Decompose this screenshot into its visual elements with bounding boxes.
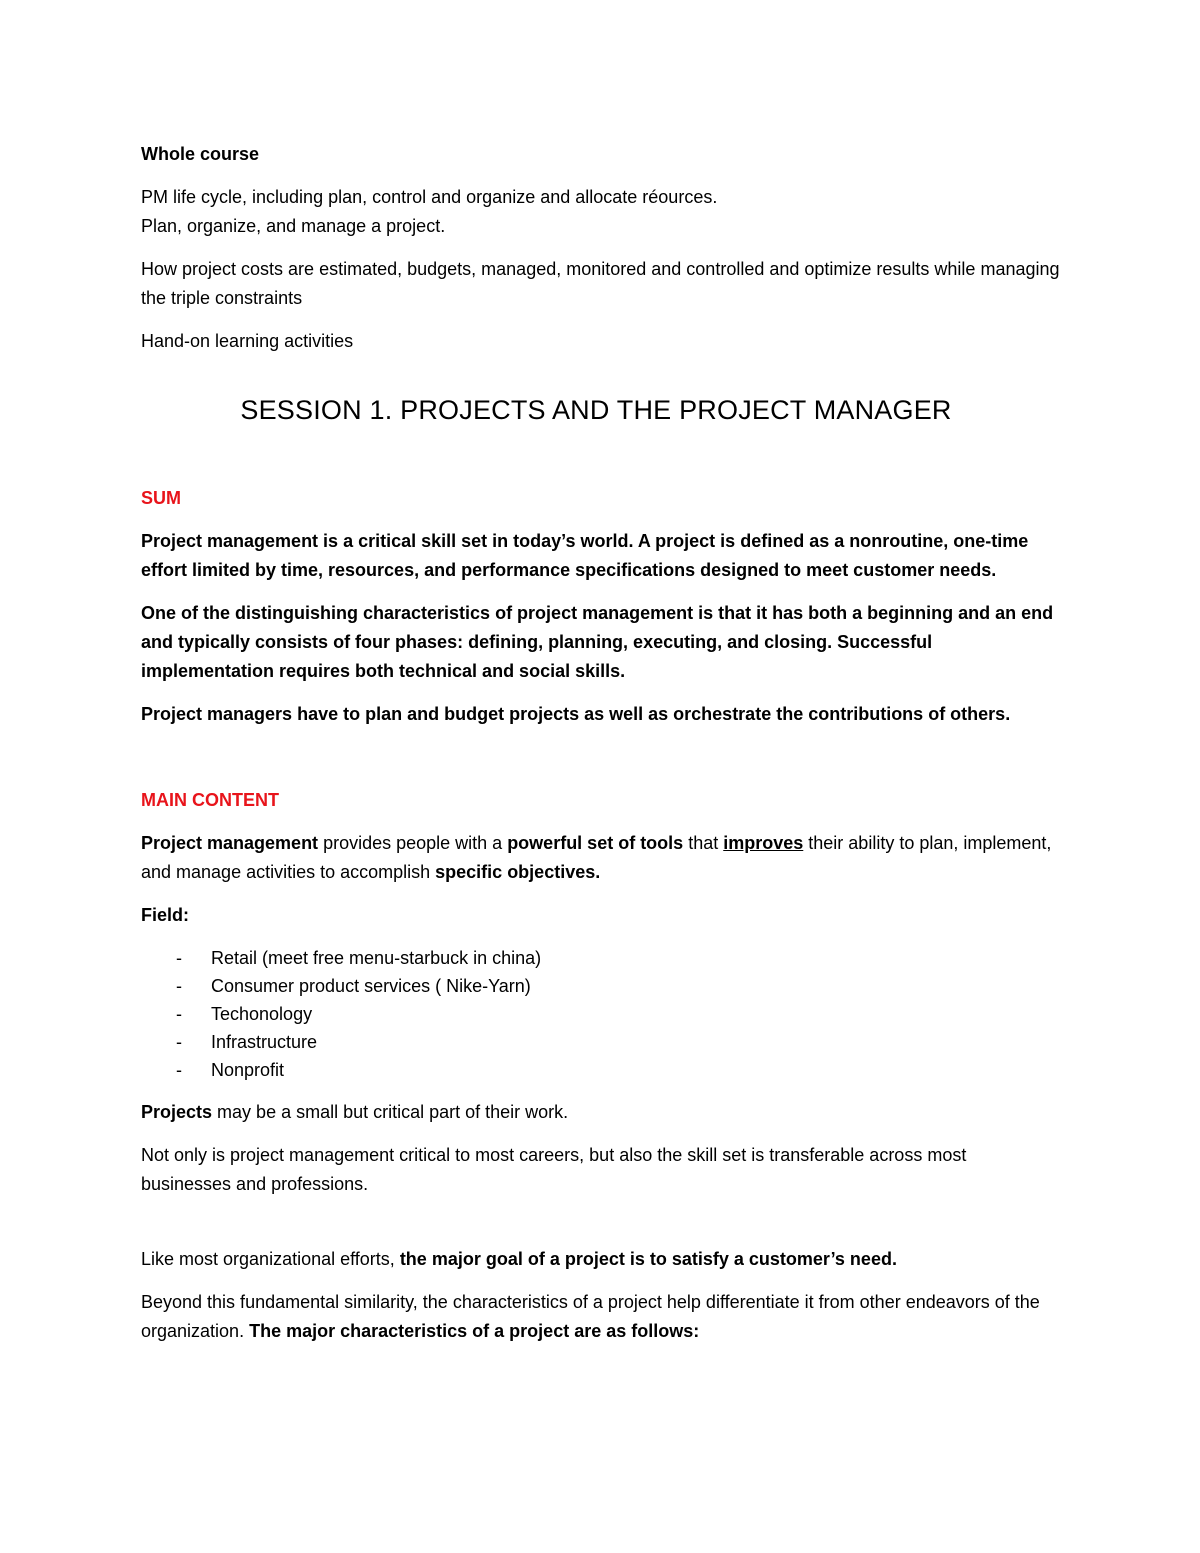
like-most-text: Like most organizational efforts, [141, 1249, 400, 1269]
projects-text: may be a small but critical part of their work. [212, 1102, 569, 1122]
bullet-dash: - [176, 1060, 182, 1080]
main-p1-improves: improves [723, 833, 804, 853]
beyond-text: Beyond this fundamental similarity, the characteristics of a project help differentiate it from other endeavors of the organization. [141, 1292, 1040, 1341]
main-p1-text-3: their ability to plan, implement, and manage activities to accomplish [141, 833, 1052, 882]
field-label: Field: [141, 905, 189, 925]
list-item-text: Techonology [211, 1004, 313, 1024]
list-item-text: Nonprofit [211, 1060, 285, 1080]
sum-heading: SUM [141, 488, 181, 508]
list-item-text: Infrastructure [211, 1032, 318, 1052]
main-p1-term: Project management [141, 833, 319, 853]
field-list [141, 944, 1061, 1084]
list-item [141, 1028, 1061, 1056]
list-item-text: Consumer product services ( Nike-Yarn) [211, 976, 531, 996]
main-p1-text-2: that [683, 833, 724, 853]
session-title: SESSION 1. PROJECTS AND THE PROJECT MANAGER [240, 395, 952, 425]
main-p1-objectives: specific objectives. [435, 862, 601, 882]
list-item [141, 1056, 1061, 1084]
not-only-paragraph: Not only is project management critical to most careers, but also the skill set is transferable across most businesses and professions. [141, 1145, 967, 1194]
sum-paragraph-3: Project managers have to plan and budget projects as well as orchestrate the contributions of others. [141, 704, 1011, 724]
course-line-lifecycle: PM life cycle, including plan, control and organize and allocate réources. [141, 187, 718, 207]
course-heading: Whole course [141, 144, 260, 164]
course-line-plan: Plan, organize, and manage a project. [141, 216, 446, 236]
like-most-paragraph [141, 1245, 1061, 1274]
projects-term: Projects [141, 1102, 213, 1122]
bullet-dash: - [176, 948, 182, 968]
list-item [141, 944, 1061, 972]
list-item [141, 1000, 1061, 1028]
bullet-dash: - [176, 1032, 182, 1052]
projects-paragraph [141, 1098, 1061, 1127]
course-line-handson: Hand-on learning activities [141, 331, 354, 351]
list-item-text: Retail (meet free menu-starbuck in china) [211, 948, 542, 968]
main-content-heading: MAIN CONTENT [141, 790, 279, 810]
bullet-dash: - [176, 1004, 182, 1024]
like-most-goal: the major goal of a project is to satisfy a customer’s need. [399, 1249, 897, 1269]
beyond-paragraph [141, 1288, 1061, 1346]
sum-paragraph-1: Project management is a critical skill set in today’s world. A project is defined as a nonroutine, one-time effort limited by time, resources, and performance specifications designed to meet customer needs. [141, 531, 1029, 580]
main-p1-tools: powerful set of tools [507, 833, 684, 853]
beyond-characteristics: The major characteristics of a project are as follows: [249, 1321, 700, 1341]
sum-paragraph-2: One of the distinguishing characteristics of project management is that it has both a beginning and an end and typically consists of four phases: defining, planning, executing, and closing. Successful implementation requires both technical and social skills. [141, 603, 1054, 681]
course-line-costs: How project costs are estimated, budgets, managed, monitored and controlled and optimize results while managing the triple constraints [141, 259, 1060, 308]
main-p1-text-1: provides people with a [318, 833, 508, 853]
main-paragraph-1 [141, 829, 1061, 887]
list-item [141, 972, 1061, 1000]
bullet-dash: - [176, 976, 182, 996]
document-body [141, 140, 1061, 1346]
